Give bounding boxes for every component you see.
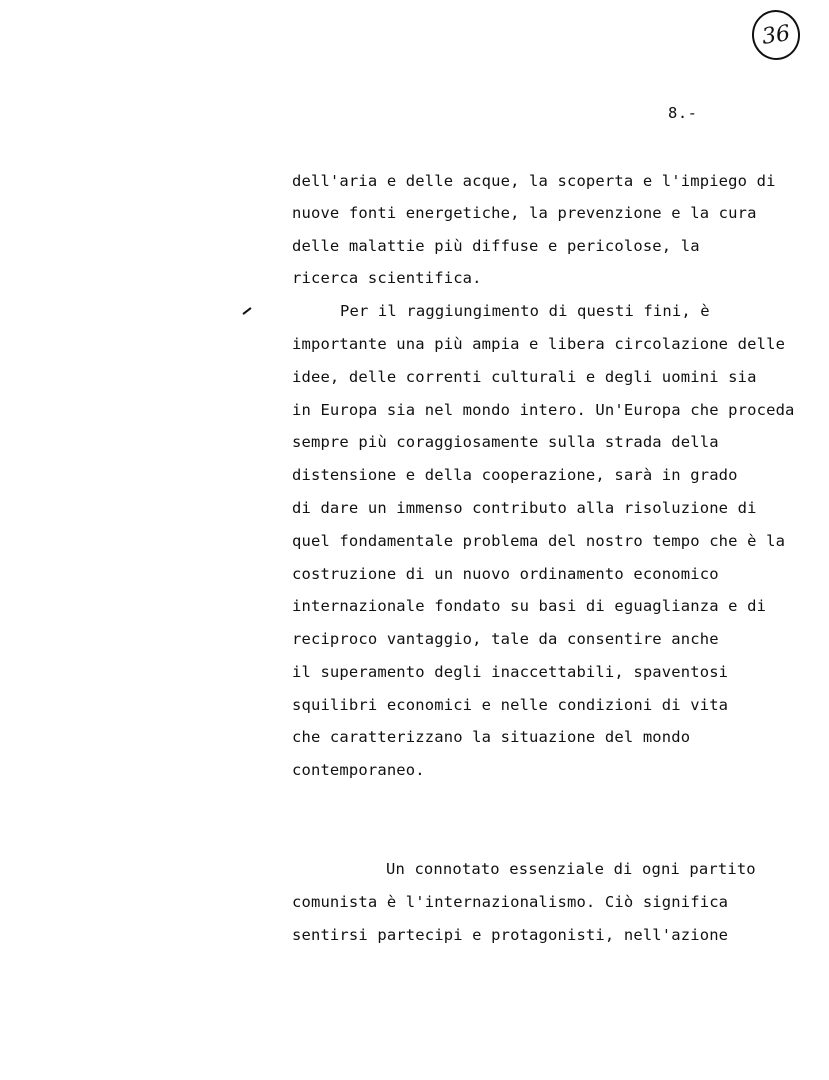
text-line: il superamento degli inaccettabili, spaventosi	[292, 663, 729, 681]
text-line: sempre più coraggiosamente sulla strada della	[292, 433, 719, 451]
text-line: importante una più ampia e libera circolazione delle	[292, 335, 786, 353]
page-number: 8.-	[668, 104, 698, 122]
text-line: Per il raggiungimento di questi fini, è	[340, 302, 710, 320]
text-line: sentirsi partecipi e protagonisti, nell'azione	[292, 926, 729, 944]
text-line: Un connotato essenziale di ogni partito	[386, 860, 756, 878]
text-line: che caratterizzano la situazione del mondo	[292, 728, 691, 746]
archive-stamp	[749, 7, 803, 63]
text-line: dell'aria e delle acque, la scoperta e l'impiego di	[292, 172, 776, 190]
text-line: internazionale fondato su basi di eguaglianza e di	[292, 597, 767, 615]
text-line: delle malattie più diffuse e pericolose, la	[292, 237, 700, 255]
text-line: reciproco vantaggio, tale da consentire anche	[292, 630, 719, 648]
text-line: contemporaneo.	[292, 761, 425, 779]
archive-stamp-number: 36	[760, 20, 792, 50]
text-line: di dare un immenso contributo alla risoluzione di	[292, 499, 757, 517]
text-line: comunista è l'internazionalismo. Ciò significa	[292, 893, 729, 911]
text-line: idee, delle correnti culturali e degli uomini sia	[292, 368, 757, 386]
text-line: quel fondamentale problema del nostro tempo che è la	[292, 532, 786, 550]
text-line: squilibri economici e nelle condizioni di vita	[292, 696, 729, 714]
text-line: ricerca scientifica.	[292, 269, 482, 287]
text-line: nuove fonti energetiche, la prevenzione e la cura	[292, 204, 757, 222]
text-line: costruzione di un nuovo ordinamento economico	[292, 565, 719, 583]
margin-pen-mark	[242, 307, 251, 315]
text-line: in Europa sia nel mondo intero. Un'Europa che proceda	[292, 401, 795, 419]
text-line: distensione e della cooperazione, sarà in grado	[292, 466, 738, 484]
